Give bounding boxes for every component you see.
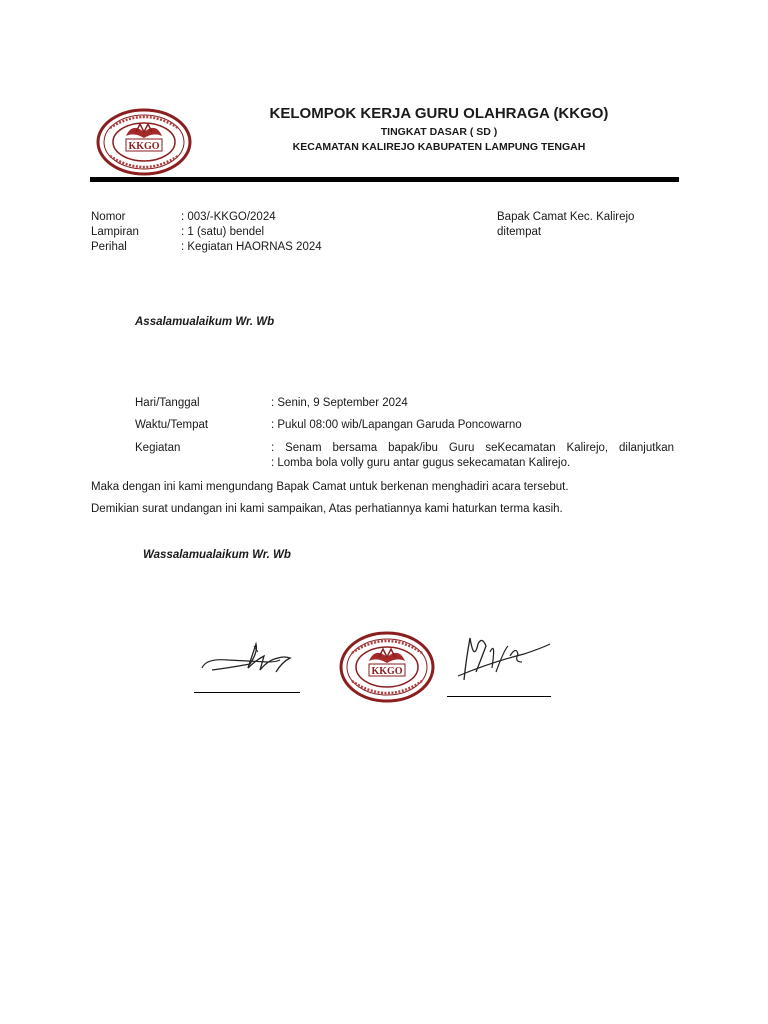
greeting: Assalamualaikum Wr. Wb: [135, 316, 275, 328]
kegiatan-label: Kegiatan: [135, 442, 181, 454]
hari-value: : Senin, 9 September 2024: [271, 397, 408, 409]
waktu-value: : Pukul 08:00 wib/Lapangan Garuda Poncowarno: [271, 419, 522, 431]
organization-logo: [96, 108, 192, 176]
letterhead-divider: [90, 177, 679, 182]
lampiran-value: : 1 (satu) bendel: [181, 226, 265, 238]
signature-line-right: [447, 696, 551, 697]
nomor-label: Nomor: [91, 211, 126, 223]
signature-right-icon: [452, 632, 552, 684]
logo-text: KKGO: [128, 141, 160, 152]
closing-greeting: Wassalamualaikum Wr. Wb: [143, 549, 291, 561]
recipient-location: ditempat: [497, 226, 542, 238]
signature-left: [198, 638, 298, 686]
recipient-name: Bapak Camat Kec. Kalirejo: [497, 211, 635, 223]
letterhead-address: KECAMATAN KALIREJO KABUPATEN LAMPUNG TENGAH: [292, 141, 586, 153]
logo-seal-icon: [96, 108, 192, 176]
letterhead-subtitle: TINGKAT DASAR ( SD ): [380, 126, 498, 138]
organization-stamp: [338, 631, 436, 703]
lampiran-label: Lampiran: [91, 226, 139, 238]
nomor-value: : 003/-KKGO/2024: [181, 211, 276, 223]
letterhead-title: KELOMPOK KERJA GURU OLAHRAGA (KKGO): [269, 105, 609, 122]
hari-label: Hari/Tanggal: [135, 397, 200, 409]
perihal-value: : Kegiatan HAORNAS 2024: [181, 241, 322, 253]
closing-paragraph: Demikian surat undangan ini kami sampaikan, Atas perhatiannya kami haturkan terma kasih.: [91, 503, 563, 515]
signature-line-left: [194, 692, 300, 693]
stamp-seal-icon: [338, 631, 436, 703]
kegiatan-line-2: : Lomba bola volly guru antar gugus sekecamatan Kalirejo.: [271, 457, 571, 469]
invitation-paragraph: Maka dengan ini kami mengundang Bapak Camat untuk berkenan menghadiri acara tersebut.: [91, 481, 569, 493]
signature-right: [452, 632, 552, 684]
perihal-label: Perihal: [91, 241, 127, 253]
signature-left-icon: [198, 638, 298, 686]
kegiatan-line-1: : Senam bersama bapak/ibu Guru seKecamatan Kalirejo, dilanjutkan: [271, 442, 674, 454]
stamp-text: KKGO: [371, 666, 403, 677]
waktu-label: Waktu/Tempat: [135, 419, 209, 431]
